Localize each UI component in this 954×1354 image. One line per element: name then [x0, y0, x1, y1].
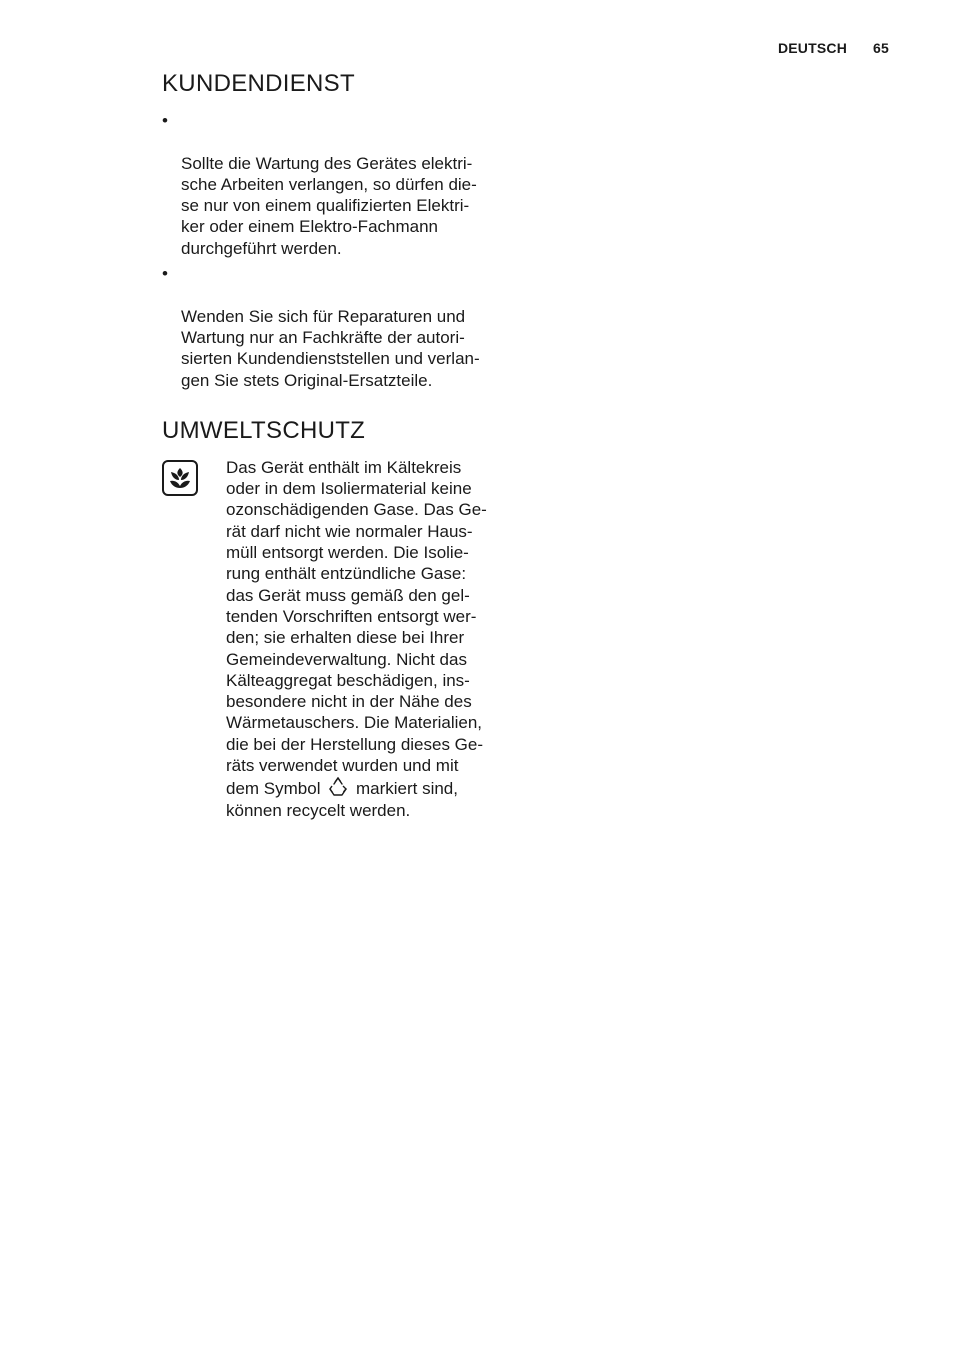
environment-paragraph [226, 457, 522, 821]
kundendienst-list [162, 110, 522, 391]
list-item [162, 263, 522, 391]
page-number: 65 [873, 40, 889, 56]
environment-flower-icon [162, 460, 198, 496]
section-kundendienst [162, 70, 522, 391]
list-item-text: Wenden Sie sich für Reparaturen und Wartung nur an Fachkräfte der autori- sierten Kundendienststellen und verlan- gen Sie stets Original-Ersatzteile. [181, 306, 480, 390]
section-title-umweltschutz: UMWELTSCHUTZ [162, 416, 366, 444]
header-language: DEUTSCH [777, 40, 848, 56]
section-title-kundendienst: KUNDENDIENST [162, 70, 355, 97]
list-item [162, 110, 522, 259]
page-content [162, 70, 522, 821]
environment-text-part1: Das Gerät enthält im Kältekreis oder in dem Isoliermaterial keine ozonschädigenden Gase. Das Ge- rät darf nicht wie normaler Haus- müll entsorgt werden. Die Isolie- rung enthält entzündliche Gase: das Gerät muss gemäß den gel- tenden Vorschriften entsorgt wer- den; sie erhalten diese bei Ihrer Gemeindeverwaltung. Nicht das Kälteaggregat beschädigen, ins- besondere nicht in der Nähe des Wärmetauschers. Die Materialien, die bei der Herstellung dieses Ge- räts verwendet wurden und mit dem Symbol [226, 457, 487, 799]
bullet-icon: • [162, 111, 168, 130]
environment-row [162, 457, 522, 821]
list-item-text: Sollte die Wartung des Gerätes elektri- sche Arbeiten verlangen, so dürfen die- se nur von einem qualifizierten Elektri- ker oder einem Elektro-Fachmann durchgeführt werden. [181, 153, 477, 258]
environment-text-part2: markiert sind, können recycelt werden. [226, 779, 458, 820]
section-umweltschutz [162, 417, 522, 821]
page-header [778, 40, 889, 56]
recycle-icon [327, 776, 349, 798]
bullet-icon: • [162, 264, 168, 284]
